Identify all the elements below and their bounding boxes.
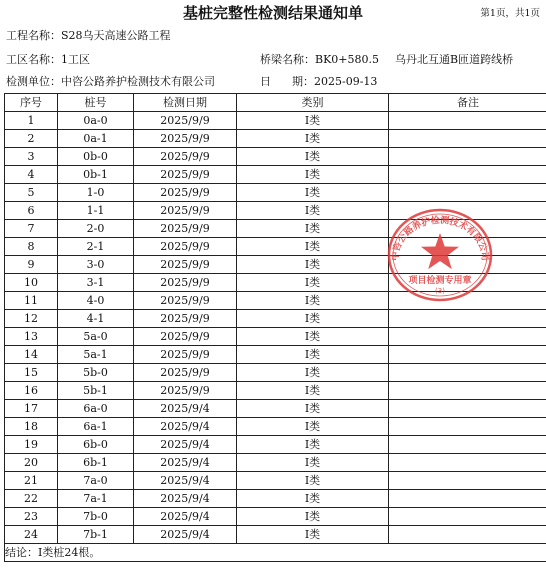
table-row bbox=[5, 364, 546, 382]
cell-no: 3 bbox=[5, 148, 58, 166]
cell-date: 2025/9/9 bbox=[134, 238, 237, 256]
cell-category: Ⅰ类 bbox=[237, 166, 389, 184]
table-row bbox=[5, 526, 546, 544]
cell-category: Ⅰ类 bbox=[237, 508, 389, 526]
cell-remark bbox=[389, 184, 546, 202]
cell-category: Ⅰ类 bbox=[237, 310, 389, 328]
cell-category: Ⅰ类 bbox=[237, 400, 389, 418]
cell-date: 2025/9/4 bbox=[134, 454, 237, 472]
table-row bbox=[5, 418, 546, 436]
cell-category: Ⅰ类 bbox=[237, 328, 389, 346]
cell-date: 2025/9/4 bbox=[134, 490, 237, 508]
cell-category: Ⅰ类 bbox=[237, 256, 389, 274]
cell-date: 2025/9/9 bbox=[134, 292, 237, 310]
cell-pile: 6b-1 bbox=[58, 454, 134, 472]
cell-date: 2025/9/4 bbox=[134, 436, 237, 454]
cell-category: Ⅰ类 bbox=[237, 472, 389, 490]
cell-remark bbox=[389, 130, 546, 148]
table-row bbox=[5, 490, 546, 508]
cell-pile: 7a-1 bbox=[58, 490, 134, 508]
test-unit-row bbox=[6, 73, 215, 89]
bridge-name: 乌丹北互通B匝道跨线桥 bbox=[395, 53, 514, 66]
table-row bbox=[5, 310, 546, 328]
cell-no: 2 bbox=[5, 130, 58, 148]
cell-remark bbox=[389, 454, 546, 472]
cell-pile: 4-1 bbox=[58, 310, 134, 328]
cell-date: 2025/9/9 bbox=[134, 220, 237, 238]
cell-pile: 0b-0 bbox=[58, 148, 134, 166]
cell-pile: 0b-1 bbox=[58, 166, 134, 184]
cell-pile: 7a-0 bbox=[58, 472, 134, 490]
cell-pile: 4-0 bbox=[58, 292, 134, 310]
section-value: 1工区 bbox=[61, 53, 90, 66]
cell-date: 2025/9/9 bbox=[134, 346, 237, 364]
unit-label: 检测单位： bbox=[6, 75, 61, 88]
cell-no: 23 bbox=[5, 508, 58, 526]
pile-result-table bbox=[4, 93, 546, 562]
project-label: 工程名称： bbox=[6, 29, 61, 42]
cell-no: 9 bbox=[5, 256, 58, 274]
cell-category: Ⅰ类 bbox=[237, 490, 389, 508]
cell-pile: 0a-1 bbox=[58, 130, 134, 148]
cell-category: Ⅰ类 bbox=[237, 148, 389, 166]
table-row bbox=[5, 112, 546, 130]
cell-remark bbox=[389, 310, 546, 328]
project-name-row bbox=[6, 27, 171, 43]
table-row bbox=[5, 436, 546, 454]
table-row bbox=[5, 148, 546, 166]
section-label: 工区名称： bbox=[6, 53, 61, 66]
cell-remark bbox=[389, 472, 546, 490]
cell-date: 2025/9/4 bbox=[134, 508, 237, 526]
cell-date: 2025/9/9 bbox=[134, 274, 237, 292]
cell-date: 2025/9/9 bbox=[134, 382, 237, 400]
cell-pile: 2-1 bbox=[58, 238, 134, 256]
cell-category: Ⅰ类 bbox=[237, 454, 389, 472]
cell-pile: 1-1 bbox=[58, 202, 134, 220]
cell-category: Ⅰ类 bbox=[237, 238, 389, 256]
cell-category: Ⅰ类 bbox=[237, 274, 389, 292]
cell-date: 2025/9/4 bbox=[134, 472, 237, 490]
cell-no: 12 bbox=[5, 310, 58, 328]
table-row bbox=[5, 454, 546, 472]
cell-pile: 3-1 bbox=[58, 274, 134, 292]
cell-no: 6 bbox=[5, 202, 58, 220]
cell-no: 15 bbox=[5, 364, 58, 382]
table-header-row bbox=[5, 94, 546, 112]
table-row bbox=[5, 400, 546, 418]
cell-pile: 7b-0 bbox=[58, 508, 134, 526]
date-label-day: 日 bbox=[260, 75, 271, 88]
cell-pile: 5b-0 bbox=[58, 364, 134, 382]
cell-date: 2025/9/4 bbox=[134, 418, 237, 436]
cell-date: 2025/9/9 bbox=[134, 148, 237, 166]
header-no: 序号 bbox=[5, 94, 58, 112]
cell-pile: 5a-1 bbox=[58, 346, 134, 364]
cell-category: Ⅰ类 bbox=[237, 436, 389, 454]
conclusion-row bbox=[5, 544, 546, 562]
cell-date: 2025/9/4 bbox=[134, 526, 237, 544]
cell-remark bbox=[389, 490, 546, 508]
cell-remark bbox=[389, 418, 546, 436]
cell-date: 2025/9/4 bbox=[134, 400, 237, 418]
table-row bbox=[5, 346, 546, 364]
table-row bbox=[5, 166, 546, 184]
cell-date: 2025/9/9 bbox=[134, 166, 237, 184]
official-seal bbox=[386, 207, 494, 303]
cell-no: 18 bbox=[5, 418, 58, 436]
cell-no: 8 bbox=[5, 238, 58, 256]
cell-no: 7 bbox=[5, 220, 58, 238]
cell-date: 2025/9/9 bbox=[134, 310, 237, 328]
conclusion-text: 结论：Ⅰ类桩24根。 bbox=[5, 544, 546, 562]
header-category: 类别 bbox=[237, 94, 389, 112]
cell-pile: 6a-1 bbox=[58, 418, 134, 436]
cell-category: Ⅰ类 bbox=[237, 526, 389, 544]
cell-category: Ⅰ类 bbox=[237, 364, 389, 382]
cell-no: 21 bbox=[5, 472, 58, 490]
seal-star bbox=[421, 233, 459, 269]
cell-pile: 3-0 bbox=[58, 256, 134, 274]
cell-date: 2025/9/9 bbox=[134, 130, 237, 148]
cell-pile: 6b-0 bbox=[58, 436, 134, 454]
section-name-row bbox=[6, 51, 90, 67]
cell-remark bbox=[389, 526, 546, 544]
cell-no: 24 bbox=[5, 526, 58, 544]
cell-remark bbox=[389, 112, 546, 130]
cell-remark bbox=[389, 508, 546, 526]
cell-category: Ⅰ类 bbox=[237, 418, 389, 436]
cell-date: 2025/9/9 bbox=[134, 364, 237, 382]
document-title: 基桩完整性检测结果通知单 bbox=[182, 4, 363, 22]
cell-pile: 6a-0 bbox=[58, 400, 134, 418]
cell-remark bbox=[389, 148, 546, 166]
table-body bbox=[5, 112, 546, 544]
cell-pile: 2-0 bbox=[58, 220, 134, 238]
seal-ring-text-path: 中咨公路养护检测技术有限公司 bbox=[390, 215, 490, 262]
header-pile: 桩号 bbox=[58, 94, 134, 112]
page-info: 第1页，共1页 bbox=[480, 8, 540, 19]
cell-pile: 5b-1 bbox=[58, 382, 134, 400]
seal-number: (3) bbox=[435, 287, 445, 295]
cell-category: Ⅰ类 bbox=[237, 112, 389, 130]
cell-pile: 5a-0 bbox=[58, 328, 134, 346]
cell-category: Ⅰ类 bbox=[237, 292, 389, 310]
unit-value: 中咨公路养护检测技术有限公司 bbox=[61, 75, 215, 88]
seal-bottom-text: 项目检测专用章 bbox=[408, 276, 472, 286]
table-row bbox=[5, 382, 546, 400]
cell-no: 19 bbox=[5, 436, 58, 454]
bridge-label: 桥梁名称： bbox=[260, 53, 315, 66]
cell-date: 2025/9/9 bbox=[134, 256, 237, 274]
date-row bbox=[260, 73, 377, 89]
table-row bbox=[5, 508, 546, 526]
table-row bbox=[5, 328, 546, 346]
header-remark: 备注 bbox=[389, 94, 546, 112]
cell-no: 5 bbox=[5, 184, 58, 202]
cell-date: 2025/9/9 bbox=[134, 184, 237, 202]
cell-remark bbox=[389, 436, 546, 454]
cell-no: 20 bbox=[5, 454, 58, 472]
cell-remark bbox=[389, 382, 546, 400]
cell-no: 17 bbox=[5, 400, 58, 418]
cell-category: Ⅰ类 bbox=[237, 346, 389, 364]
cell-category: Ⅰ类 bbox=[237, 382, 389, 400]
cell-pile: 1-0 bbox=[58, 184, 134, 202]
cell-no: 1 bbox=[5, 112, 58, 130]
cell-category: Ⅰ类 bbox=[237, 202, 389, 220]
date-value: 2025-09-13 bbox=[314, 75, 378, 88]
cell-no: 14 bbox=[5, 346, 58, 364]
table-row bbox=[5, 472, 546, 490]
cell-no: 10 bbox=[5, 274, 58, 292]
cell-no: 16 bbox=[5, 382, 58, 400]
bridge-station: BK0+580.5 bbox=[315, 53, 380, 66]
cell-date: 2025/9/9 bbox=[134, 112, 237, 130]
cell-date: 2025/9/9 bbox=[134, 202, 237, 220]
project-value: S28乌天高速公路工程 bbox=[61, 29, 171, 42]
cell-category: Ⅰ类 bbox=[237, 130, 389, 148]
cell-remark bbox=[389, 328, 546, 346]
cell-remark bbox=[389, 400, 546, 418]
date-label-period: 期： bbox=[292, 75, 314, 88]
table-row bbox=[5, 184, 546, 202]
bridge-name-row bbox=[260, 51, 513, 67]
cell-category: Ⅰ类 bbox=[237, 184, 389, 202]
cell-category: Ⅰ类 bbox=[237, 220, 389, 238]
cell-date: 2025/9/9 bbox=[134, 328, 237, 346]
cell-remark bbox=[389, 346, 546, 364]
table-row bbox=[5, 130, 546, 148]
header-date: 检测日期 bbox=[134, 94, 237, 112]
cell-pile: 0a-0 bbox=[58, 112, 134, 130]
cell-no: 22 bbox=[5, 490, 58, 508]
cell-no: 11 bbox=[5, 292, 58, 310]
cell-no: 13 bbox=[5, 328, 58, 346]
cell-remark bbox=[389, 364, 546, 382]
cell-pile: 7b-1 bbox=[58, 526, 134, 544]
cell-remark bbox=[389, 166, 546, 184]
cell-no: 4 bbox=[5, 166, 58, 184]
